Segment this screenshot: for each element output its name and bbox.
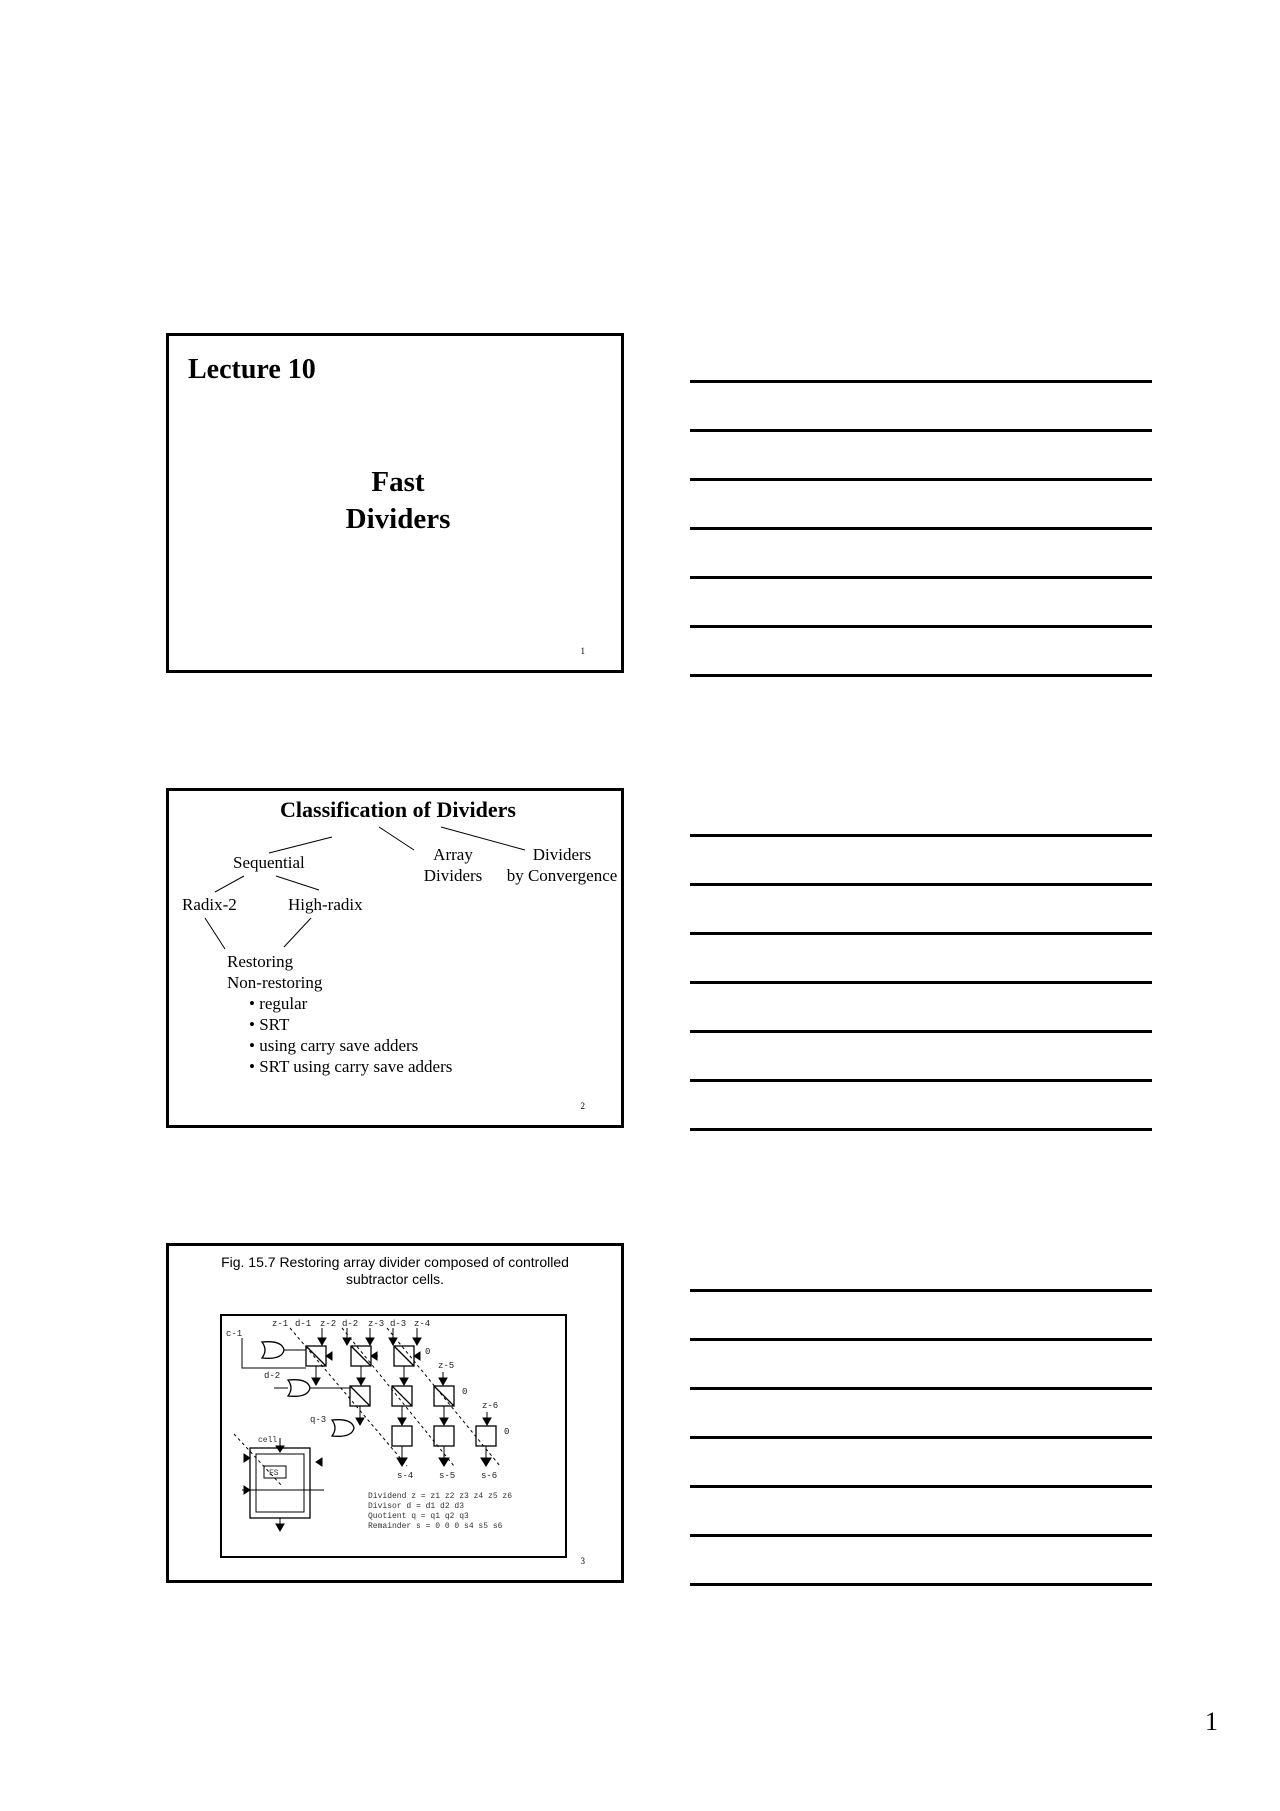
connector-line <box>215 876 244 892</box>
top-label: d-2 <box>342 1319 359 1329</box>
subtractor-cell <box>476 1426 496 1446</box>
top-label: d-1 <box>295 1319 312 1329</box>
method-list <box>227 951 452 1077</box>
left-label: d-2 <box>264 1371 281 1381</box>
array-divider-diagram <box>222 1316 565 1556</box>
note-line <box>690 625 1152 628</box>
note-line <box>690 1128 1152 1131</box>
top-label: z-1 <box>272 1319 289 1329</box>
row1-input-arrows <box>318 1328 421 1345</box>
note-line <box>690 883 1152 886</box>
label-convergence-line-2: by Convergence <box>506 866 618 885</box>
note-line <box>690 1079 1152 1082</box>
label-array-line-2: Dividers <box>423 866 483 885</box>
note-line <box>690 429 1152 432</box>
bullet-item: • regular <box>249 994 308 1013</box>
bottom-label: s-6 <box>481 1471 498 1481</box>
or-gate-icon <box>288 1380 310 1397</box>
top-label: z-4 <box>414 1319 431 1329</box>
note-line <box>690 674 1152 677</box>
slide-title: Classification of Dividers <box>280 797 516 822</box>
row1-cells <box>306 1346 414 1366</box>
legend-line: Dividend z = z1 z2 z3 z4 z5 z6 <box>368 1492 513 1501</box>
deck-title <box>169 464 627 538</box>
note-line <box>690 1030 1152 1033</box>
label-array-line-1: Array <box>433 845 473 864</box>
note-line <box>690 576 1152 579</box>
slide-1 <box>166 333 624 673</box>
bottom-label: s-5 <box>439 1471 456 1481</box>
deck-title-line-1: Fast <box>371 466 425 498</box>
label-radix-2: Radix-2 <box>182 895 237 914</box>
top-label: d-3 <box>390 1319 407 1329</box>
slide-3 <box>166 1243 624 1583</box>
slide-number: 3 <box>580 1556 585 1566</box>
figure-caption: Fig. 15.7 Restoring array divider composed of controlled subtractor cells. <box>221 1254 569 1287</box>
label-convergence-line-1: Dividers <box>532 845 592 864</box>
connector-line <box>284 918 311 947</box>
row2-cells <box>350 1386 454 1406</box>
or-gate-icon <box>262 1342 284 1359</box>
cell-detail <box>234 1434 324 1531</box>
right-label: 0 <box>462 1387 468 1397</box>
note-line <box>690 1338 1152 1341</box>
right-label: 0 <box>425 1347 431 1357</box>
subtractor-cell <box>392 1426 412 1446</box>
slide-2 <box>166 788 624 1128</box>
label-sequential: Sequential <box>233 853 305 872</box>
note-line <box>690 1289 1152 1292</box>
legend-line: Remainder s = 0 0 0 s4 s5 s6 <box>368 1522 503 1531</box>
note-line <box>690 834 1152 837</box>
top-label: z-2 <box>320 1319 337 1329</box>
label-non-restoring: Non-restoring <box>227 973 323 992</box>
row2-input-arrows <box>312 1366 447 1385</box>
connector-line <box>269 837 332 853</box>
top-label: z-3 <box>368 1319 385 1329</box>
label-dividers-by-convergence <box>499 844 625 886</box>
bullet-item: • using carry save adders <box>249 1036 419 1055</box>
note-line <box>690 380 1152 383</box>
note-line <box>690 1583 1152 1586</box>
note-line <box>690 1534 1152 1537</box>
connector-line <box>379 827 414 850</box>
row3-cells <box>392 1426 496 1446</box>
bullet-item: • SRT using carry save adders <box>249 1057 453 1076</box>
label-high-radix: High-radix <box>288 895 363 914</box>
divider-legend <box>368 1492 512 1531</box>
slide-number: 1 <box>580 646 585 656</box>
left-label: c-1 <box>226 1329 243 1339</box>
or-gate-icon <box>332 1420 354 1437</box>
label-restoring: Restoring <box>227 952 294 971</box>
right-label: z-5 <box>438 1361 455 1371</box>
legend-line: Quotient q = q1 q2 q3 <box>368 1512 469 1521</box>
note-line <box>690 478 1152 481</box>
bottom-label: s-4 <box>397 1471 414 1481</box>
label-array-dividers <box>418 844 488 886</box>
cell-label: cell <box>258 1436 278 1445</box>
note-line <box>690 527 1152 530</box>
dashed-divisor-lines <box>290 1328 500 1466</box>
lecture-title: Lecture 10 <box>188 354 316 385</box>
slide-number: 2 <box>580 1101 585 1111</box>
note-line <box>690 981 1152 984</box>
array-divider-figure <box>220 1314 567 1558</box>
left-label: q-3 <box>310 1415 327 1425</box>
right-label: z-6 <box>482 1401 499 1411</box>
row3-input-arrows <box>356 1406 491 1425</box>
right-label: 0 <box>504 1427 510 1437</box>
subtractor-cell <box>434 1426 454 1446</box>
legend-line: Divisor d = d1 d2 d3 <box>368 1502 465 1511</box>
note-line <box>690 932 1152 935</box>
connector-line <box>205 918 225 949</box>
note-line <box>690 1485 1152 1488</box>
page-number: 1 <box>1205 1707 1218 1736</box>
connector-line <box>276 876 319 890</box>
deck-title-line-2: Dividers <box>345 503 451 535</box>
note-line <box>690 1436 1152 1439</box>
note-line <box>690 1387 1152 1390</box>
bullet-item: • SRT <box>249 1015 290 1034</box>
fs-label: FS <box>269 1469 279 1478</box>
output-arrows <box>397 1446 491 1466</box>
